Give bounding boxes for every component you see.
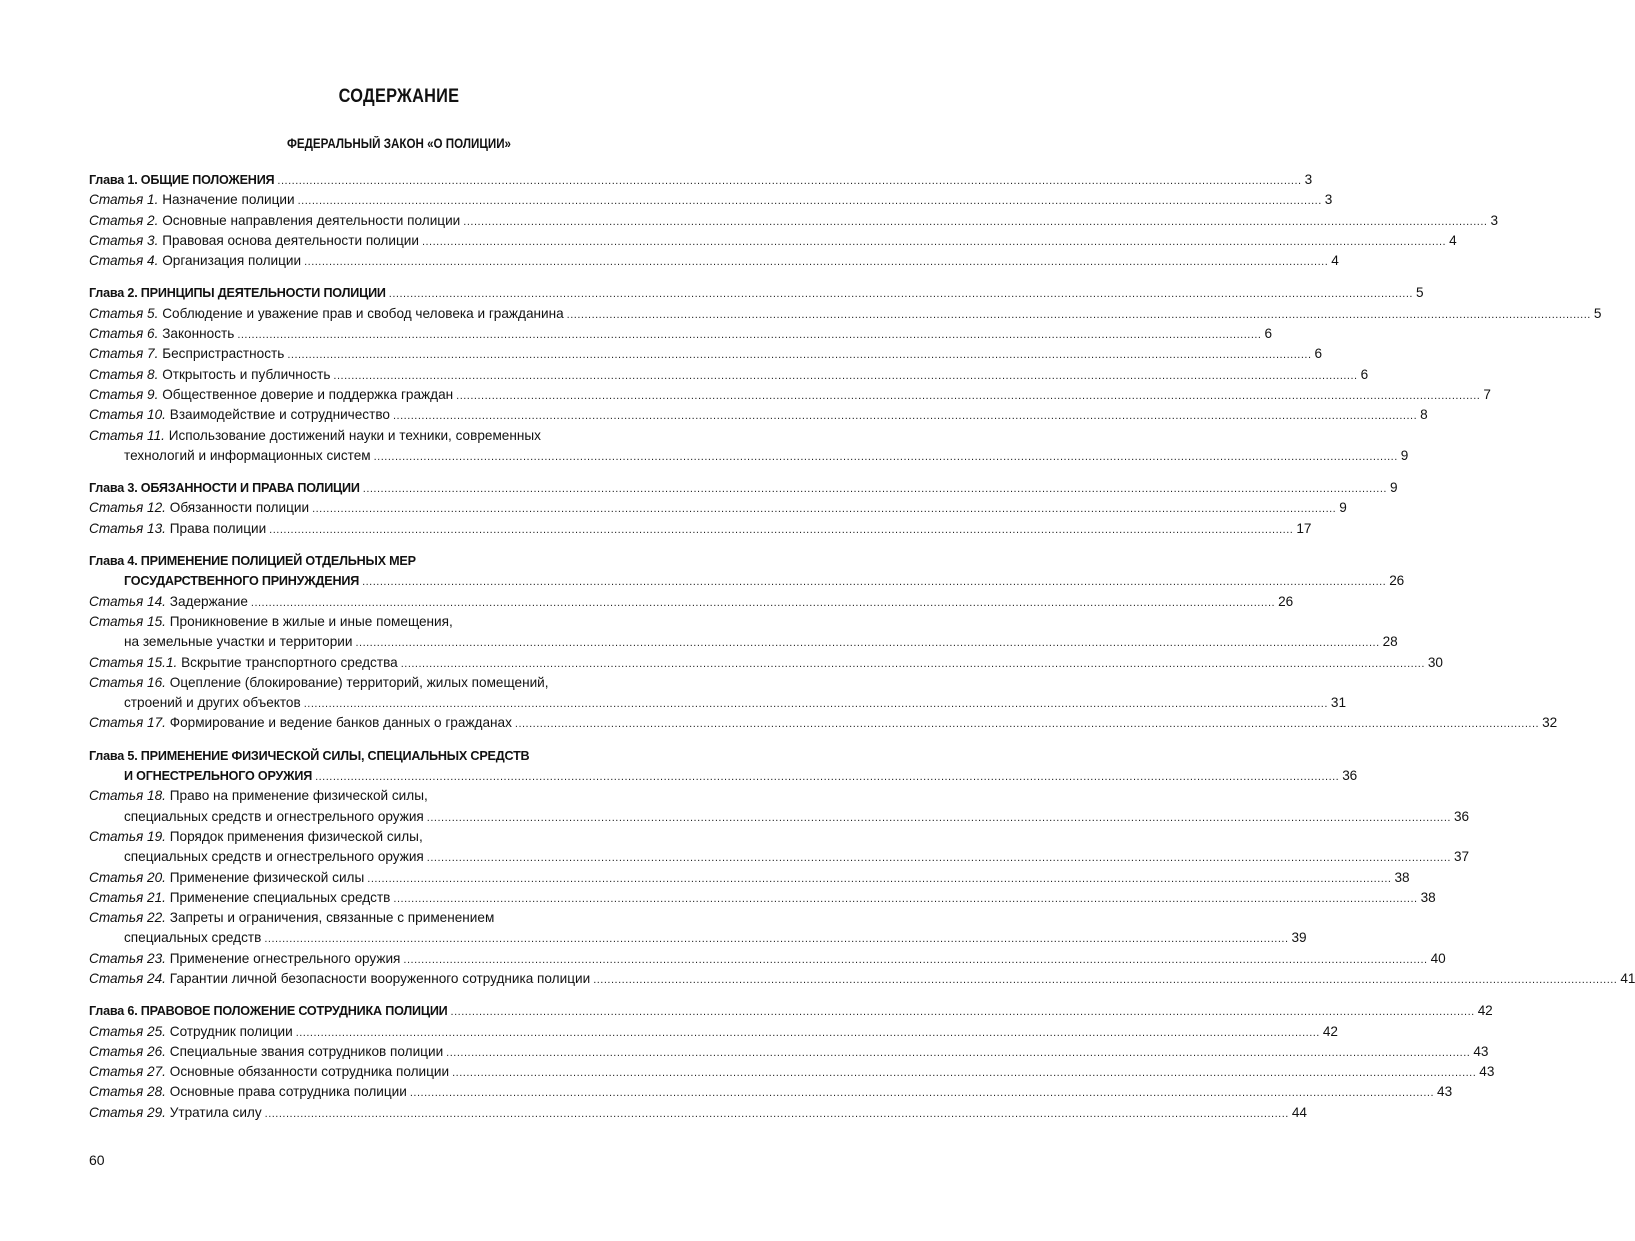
dot-leader [463, 212, 1487, 232]
page-ref: 39 [1291, 930, 1307, 946]
page-ref: 38 [1420, 889, 1436, 905]
article-entry-line [89, 1042, 1489, 1062]
article-entry-line [89, 673, 709, 693]
article-title-text: Применение специальных средств [169, 889, 391, 905]
article-title [89, 788, 428, 803]
page-ref: 9 [1400, 447, 1409, 463]
article-label: Статья 17. [89, 715, 166, 731]
dot-leader [593, 970, 1617, 990]
chapter-group [89, 478, 1398, 539]
article-title-text: Использование достижений науки и техники, современных [168, 427, 541, 443]
article-title-text: Формирование и ведение банков данных о гражданах [169, 715, 512, 731]
dot-leader [363, 479, 1387, 499]
page-ref: 7 [1483, 386, 1491, 402]
chapter-group [89, 551, 1558, 734]
page-ref: 37 [1453, 849, 1470, 865]
page-ref: 4 [1449, 232, 1457, 248]
article-entry-line [89, 251, 1339, 271]
article-title [89, 675, 549, 690]
chapter-title-text: Глава 6. ПРАВОВОЕ ПОЛОЖЕНИЕ СОТРУДНИКА ПОЛИЦИИ [89, 1004, 448, 1019]
dot-leader [296, 1023, 1320, 1043]
dot-leader [333, 366, 1357, 386]
article-label: Статья 9. [89, 386, 159, 402]
article-title [89, 1103, 262, 1123]
article-entry-line [89, 211, 1499, 231]
article-title-text: Специальные звания сотрудников полиции [169, 1043, 444, 1059]
article-title [89, 428, 541, 443]
article-title [89, 385, 453, 405]
article-title [89, 868, 364, 888]
page-ref: 4 [1331, 253, 1339, 269]
article-title-text: Общественное доверие и поддержка граждан [162, 386, 454, 402]
dot-leader [451, 1002, 1475, 1022]
article-entry-line [89, 519, 1312, 539]
page-ref: 17 [1296, 520, 1312, 536]
article-entry-line [89, 713, 1558, 733]
chapter-title-text: Глава 3. ОБЯЗАННОСТИ И ПРАВА ПОЛИЦИИ [89, 481, 360, 496]
page-ref: 30 [1427, 654, 1443, 670]
article-label: Статья 29. [89, 1104, 166, 1120]
article-entry-line [89, 405, 1428, 425]
article-title [89, 713, 512, 733]
dot-leader [389, 284, 1413, 304]
article-entry-line [89, 888, 1436, 908]
article-title [89, 1062, 449, 1082]
article-title [89, 888, 390, 908]
article-label: Статья 18. [89, 788, 166, 804]
page-number: 60 [89, 1152, 105, 1168]
page-ref: 43 [1479, 1064, 1495, 1080]
article-label: Статья 8. [89, 366, 159, 382]
chapter-heading [124, 766, 312, 786]
dot-leader [304, 694, 1328, 714]
article-label: Статья 13. [89, 520, 166, 536]
article-title [89, 211, 460, 231]
chapter-title-text: ГОСУДАРСТВЕННОГО ПРИНУЖДЕНИЯ [124, 574, 360, 589]
chapter-title-text: Глава 2. ПРИНЦИПЫ ДЕЯТЕЛЬНОСТИ ПОЛИЦИИ [89, 286, 386, 301]
dot-leader [304, 252, 1328, 272]
chapter-entry-line [89, 766, 1357, 786]
page-ref: 6 [1264, 326, 1273, 342]
article-title [89, 324, 234, 344]
page-ref: 43 [1473, 1043, 1489, 1059]
article-title [89, 949, 400, 969]
article-entry-line [89, 304, 1602, 324]
article-title [89, 1022, 293, 1042]
chapter-entry-line [89, 746, 709, 766]
chapter-entry-line [89, 283, 1424, 303]
dot-leader [355, 633, 1379, 653]
chapter-heading [89, 1001, 448, 1021]
dot-leader [362, 572, 1386, 592]
chapter-group [89, 1001, 1495, 1123]
article-label: Статья 3. [89, 232, 159, 248]
article-title-text: Правовая основа деятельности полиции [162, 232, 419, 248]
article-title-text: Гарантии личной безопасности вооруженного сотрудника полиции [169, 970, 591, 986]
article-title-text: технологий и информационных систем [124, 447, 371, 463]
dot-leader [312, 499, 1336, 519]
article-title [89, 365, 330, 385]
article-title-text: Организация полиции [162, 253, 302, 269]
article-title [89, 498, 309, 518]
article-label: Статья 5. [89, 305, 159, 321]
page-title: СОДЕРЖАНИЕ [338, 86, 460, 107]
article-entry-line [89, 847, 1470, 867]
page-ref: 6 [1314, 346, 1323, 362]
dot-leader [427, 808, 1451, 828]
article-label: Статья 24. [89, 970, 166, 986]
chapter-group [89, 283, 1602, 466]
article-label: Статья 12. [89, 500, 166, 516]
dot-leader [367, 869, 1391, 889]
article-entry-line [89, 827, 709, 847]
chapter-title-text: Глава 5. ПРИМЕНЕНИЕ ФИЗИЧЕСКОЙ СИЛЫ, СПЕЦИАЛЬНЫХ СРЕДСТВ [89, 748, 530, 763]
article-label: Статья 15.1. [89, 654, 178, 670]
article-title-text: Проникновение в жилые и иные помещения, [169, 613, 453, 629]
article-title [89, 405, 390, 425]
article-title-text: Применение огнестрельного оружия [169, 950, 401, 966]
article-title-text: Законность [162, 326, 235, 342]
chapter-heading [89, 749, 529, 763]
article-label: Статья 2. [89, 212, 159, 228]
dot-leader [401, 654, 1425, 674]
article-title [124, 807, 424, 827]
page-ref: 5 [1593, 305, 1602, 321]
article-title-text: Беспристрастность [162, 346, 285, 362]
article-entry-line [89, 868, 1410, 888]
page-ref: 36 [1342, 768, 1357, 784]
article-entry-line [89, 446, 1409, 466]
article-entry-line [89, 612, 709, 632]
chapter-entry-line [89, 478, 1398, 498]
article-entry-line [89, 385, 1491, 405]
article-title-text: Применение физической силы [169, 869, 365, 885]
article-entry-line [89, 786, 709, 806]
page-ref: 36 [1453, 808, 1470, 824]
article-label: Статья 6. [89, 326, 159, 342]
dot-leader [269, 520, 1293, 540]
article-title-text: Основные обязанности сотрудника полиции [169, 1064, 450, 1080]
article-label: Статья 20. [89, 869, 166, 885]
dot-leader [264, 929, 1288, 949]
chapter-heading [89, 170, 274, 190]
article-title [89, 344, 284, 364]
dot-leader [277, 171, 1301, 191]
article-label: Статья 10. [89, 407, 166, 423]
dot-leader [374, 447, 1398, 467]
chapter-title-text: Глава 4. ПРИМЕНЕНИЕ ПОЛИЦИЕЙ ОТДЕЛЬНЫХ МЕР [89, 554, 416, 569]
article-title [89, 592, 248, 612]
article-title-text: Открытость и публичность [162, 366, 331, 382]
page-ref: 3 [1304, 172, 1312, 187]
article-title-text: Вскрытие транспортного средства [181, 654, 398, 670]
article-entry-line [89, 1062, 1495, 1082]
article-label: Статья 22. [89, 910, 166, 926]
article-title-text: специальных средств и огнестрельного оружия [124, 808, 424, 824]
article-label: Статья 11. [89, 427, 165, 443]
article-title-text: специальных средств и огнестрельного оружия [124, 849, 424, 865]
chapter-heading [124, 571, 359, 591]
article-entry-line [89, 592, 1294, 612]
article-title-text: Утратила силу [169, 1104, 262, 1120]
article-entry-line [89, 807, 1470, 827]
article-label: Статья 4. [89, 253, 159, 269]
chapter-group [89, 170, 1499, 271]
dot-leader [456, 386, 1480, 406]
article-label: Статья 19. [89, 828, 166, 844]
chapter-title-text: Глава 1. ОБЩИЕ ПОЛОЖЕНИЯ [89, 173, 275, 187]
chapter-heading [89, 478, 360, 498]
article-title [89, 614, 453, 629]
article-title [89, 251, 301, 271]
article-title-text: Задержание [169, 593, 248, 609]
page-ref: 41 [1620, 970, 1635, 986]
dot-leader [393, 889, 1417, 909]
article-title [124, 847, 424, 867]
article-title [124, 446, 371, 466]
article-label: Статья 26. [89, 1043, 166, 1059]
chapter-entry-line [89, 551, 709, 571]
article-entry-line [89, 1022, 1338, 1042]
article-entry-line [89, 426, 709, 446]
article-title [89, 969, 590, 989]
article-entry-line [89, 1103, 1307, 1123]
page-ref: 28 [1382, 634, 1398, 650]
dot-leader [251, 593, 1275, 613]
dot-leader [287, 345, 1311, 365]
page-ref: 42 [1477, 1003, 1493, 1019]
chapter-heading [89, 283, 386, 303]
page-ref: 3 [1490, 212, 1499, 228]
page-ref: 42 [1322, 1023, 1338, 1039]
article-entry-line [89, 632, 1398, 652]
article-entry-line [89, 231, 1457, 251]
article-entry-line [89, 693, 1347, 713]
article-label: Статья 27. [89, 1064, 166, 1080]
chapter-entry-line [89, 170, 1312, 190]
article-title [89, 829, 423, 844]
article-title [89, 190, 295, 210]
article-label: Статья 28. [89, 1084, 166, 1100]
article-label: Статья 16. [89, 674, 166, 690]
dot-leader [446, 1043, 1470, 1063]
dot-leader [265, 1104, 1289, 1124]
article-title [89, 1042, 443, 1062]
article-title-text: Основные права сотрудника полиции [169, 1084, 407, 1100]
article-title [89, 304, 564, 324]
page-ref: 26 [1389, 573, 1404, 589]
article-title [89, 231, 419, 251]
article-title [124, 693, 301, 713]
article-label: Статья 7. [89, 346, 159, 362]
article-entry-line [89, 190, 1333, 210]
article-title-text: Назначение полиции [162, 192, 295, 208]
article-title-text: Запреты и ограничения, связанные с применением [169, 910, 495, 926]
table-of-contents [89, 170, 1635, 1135]
article-label: Статья 25. [89, 1023, 166, 1039]
dot-leader [403, 950, 1427, 970]
article-label: Статья 14. [89, 593, 166, 609]
article-label: Статья 1. [89, 192, 159, 208]
chapter-group [89, 746, 1635, 990]
article-entry-line [89, 949, 1446, 969]
dot-leader [237, 325, 1261, 345]
article-title [124, 632, 352, 652]
page-ref: 38 [1394, 869, 1410, 885]
article-entry-line [89, 908, 709, 928]
article-title-text: на земельные участки и территории [124, 634, 353, 650]
chapter-heading [89, 554, 416, 568]
page-ref: 26 [1278, 593, 1294, 609]
dot-leader [298, 191, 1322, 211]
page-ref: 9 [1389, 480, 1398, 496]
article-title-text: Порядок применения физической силы, [169, 828, 423, 844]
article-title-text: Соблюдение и уважение прав и свобод человека и гражданина [162, 305, 564, 321]
dot-leader [515, 714, 1539, 734]
page-ref: 43 [1437, 1084, 1453, 1100]
page-ref: 5 [1415, 285, 1424, 301]
article-title [89, 519, 266, 539]
article-entry-line [89, 1082, 1453, 1102]
article-title-text: Взаимодействие и сотрудничество [169, 407, 390, 423]
dot-leader [567, 305, 1591, 325]
article-label: Статья 21. [89, 889, 166, 905]
dot-leader [427, 848, 1451, 868]
page-ref: 40 [1430, 950, 1446, 966]
article-title-text: Право на применение физической силы, [169, 788, 428, 804]
dot-leader [422, 232, 1446, 252]
page-ref: 3 [1324, 192, 1333, 208]
article-label: Статья 23. [89, 950, 166, 966]
chapter-entry-line [89, 1001, 1493, 1021]
article-title-text: строений и других объектов [124, 695, 301, 711]
article-entry-line [89, 928, 1307, 948]
article-title-text: Сотрудник полиции [169, 1023, 293, 1039]
dot-leader [315, 767, 1339, 787]
article-title [89, 910, 494, 925]
dot-leader [452, 1063, 1476, 1083]
page-ref: 44 [1291, 1104, 1307, 1120]
chapter-entry-line [89, 571, 1404, 591]
article-entry-line [89, 365, 1369, 385]
article-title [124, 928, 261, 948]
page-ref: 32 [1542, 715, 1558, 731]
article-title-text: Права полиции [169, 520, 267, 536]
chapter-title-text: И ОГНЕСТРЕЛЬНОГО ОРУЖИЯ [124, 769, 313, 784]
dot-leader [410, 1083, 1434, 1103]
article-title-text: Оцепление (блокирование) территорий, жилых помещений, [169, 674, 549, 690]
article-label: Статья 15. [89, 613, 166, 629]
law-title: ФЕДЕРАЛЬНЫЙ ЗАКОН «О ПОЛИЦИИ» [286, 136, 512, 151]
page-ref: 31 [1330, 695, 1347, 711]
article-entry-line [89, 653, 1443, 673]
article-title-text: специальных средств [124, 930, 262, 946]
article-entry-line [89, 498, 1347, 518]
article-entry-line [89, 324, 1273, 344]
dot-leader [393, 406, 1417, 426]
page-ref: 6 [1360, 366, 1369, 382]
page-ref: 8 [1420, 407, 1428, 423]
article-title [89, 653, 398, 673]
article-title-text: Основные направления деятельности полиции [162, 212, 461, 228]
article-title [89, 1082, 407, 1102]
article-entry-line [89, 969, 1635, 989]
article-title-text: Обязанности полиции [169, 500, 310, 516]
article-entry-line [89, 344, 1323, 364]
page-ref: 9 [1339, 500, 1347, 516]
